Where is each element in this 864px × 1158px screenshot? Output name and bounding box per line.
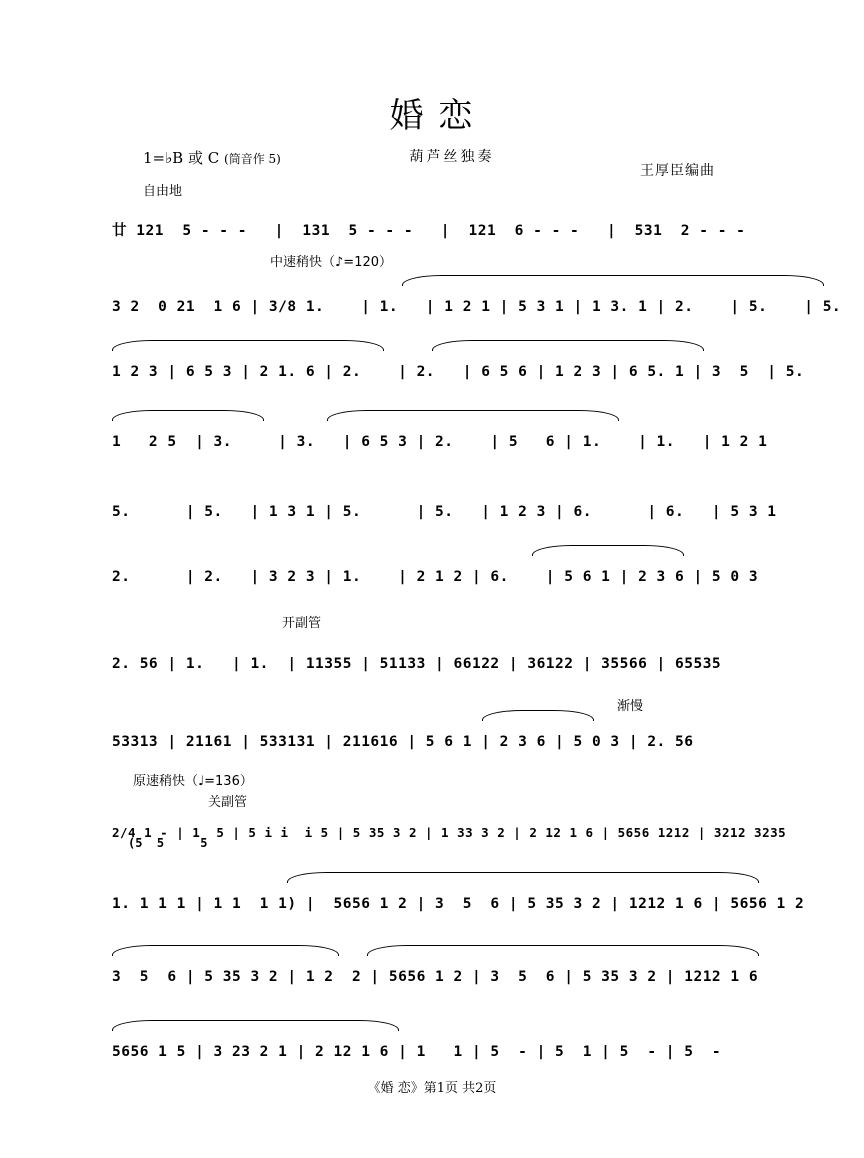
lower-voice: (5 5 5 xyxy=(128,836,208,850)
score-line-1 xyxy=(112,200,757,240)
key-signature: 1=♭B 或 C (筒音作 5) xyxy=(143,149,281,167)
tempo-marking-1: 中速稍快（♪=120） xyxy=(270,255,393,270)
score-line-2 xyxy=(112,275,842,315)
open-drone-marking: 开副管 xyxy=(282,616,322,631)
notes-line-12: 5656 1 5 | 3 23 2 1 | 2 12 1 6 | 1 1 | 5 - | 5 1 | 5 - | 5 - xyxy=(112,1044,722,1060)
composer: 王厚臣编曲 xyxy=(640,163,715,179)
close-drone-marking: 关副管 xyxy=(208,795,248,810)
notes-line-3: 1 2 3 | 6 5 3 | 2 1. 6 | 2. | 2. | 6 5 6 | 1 2 3 | 6 5. 1 | 3 5 | 5. xyxy=(112,364,805,380)
score-line-11 xyxy=(112,945,757,985)
tempo-free: 自由地 xyxy=(143,184,183,199)
score-line-12 xyxy=(112,1020,757,1060)
notes-line-8: 53313 | 21161 | 533131 | 211616 | 5 6 1 | 2 3 6 | 5 0 3 | 2. 56 xyxy=(112,734,694,750)
score-line-10 xyxy=(112,872,805,912)
score-line-5 xyxy=(112,480,777,520)
score-line-6 xyxy=(112,545,757,585)
score-line-9 xyxy=(112,800,787,840)
notes-line-9: 2/4 1 - | 1 5 | 5 i i i 5 | 5 35 3 2 | 1 33 3 2 | 2 12 1 6 | 5656 1212 | 3212 3235 xyxy=(112,825,787,840)
page-footer: 《婚 恋》第1页 共2页 xyxy=(367,1081,497,1096)
gradually-slow-marking: 渐慢 xyxy=(617,699,644,714)
score-line-3 xyxy=(112,340,805,380)
subtitle: 葫芦丝独奏 xyxy=(409,149,495,165)
notes-line-10: 1. 1 1 1 | 1 1 1 1) | 5656 1 2 | 3 5 6 | 5 35 3 2 | 1212 1 6 | 5656 1 2 xyxy=(112,896,805,912)
score-line-4 xyxy=(112,410,768,450)
tempo-marking-2: 原速稍快（♩=136） xyxy=(133,774,253,789)
notes-line-2: 3 2 0 21 1 6 | 3/8 1. | 1. | 1 2 1 | 5 3 1 | 1 3. 1 | 2. | 5. | 5. xyxy=(112,299,842,315)
notes-line-6: 2. | 2. | 3 2 3 | 1. | 2 1 2 | 6. | 5 6 1 | 2 3 6 | 5 0 3 xyxy=(112,569,759,585)
page-title: 婚 恋 xyxy=(389,96,475,136)
notes-line-11: 3 5 6 | 5 35 3 2 | 1 2 2 | 5656 1 2 | 3 5 6 | 5 35 3 2 | 1212 1 6 xyxy=(112,969,759,985)
notes-line-4: 1 2 5 | 3. | 3. | 6 5 3 | 2. | 5 6 | 1. | 1. | 1 2 1 xyxy=(112,434,768,450)
notes-line-1: 廿 121 5 - - - | 131 5 - - - | 121 6 - - - | 531 2 - - - xyxy=(112,223,746,239)
notes-line-7: 2. 56 | 1. | 1. | 11355 | 51133 | 66122 | 36122 | 35566 | 65535 xyxy=(112,656,722,672)
score-line-8 xyxy=(112,710,757,750)
key-note: (筒音作 5) xyxy=(224,152,281,166)
notes-line-5: 5. | 5. | 1 3 1 | 5. | 5. | 1 2 3 | 6. | 6. | 5 3 1 xyxy=(112,504,777,520)
score-line-7 xyxy=(112,632,757,672)
